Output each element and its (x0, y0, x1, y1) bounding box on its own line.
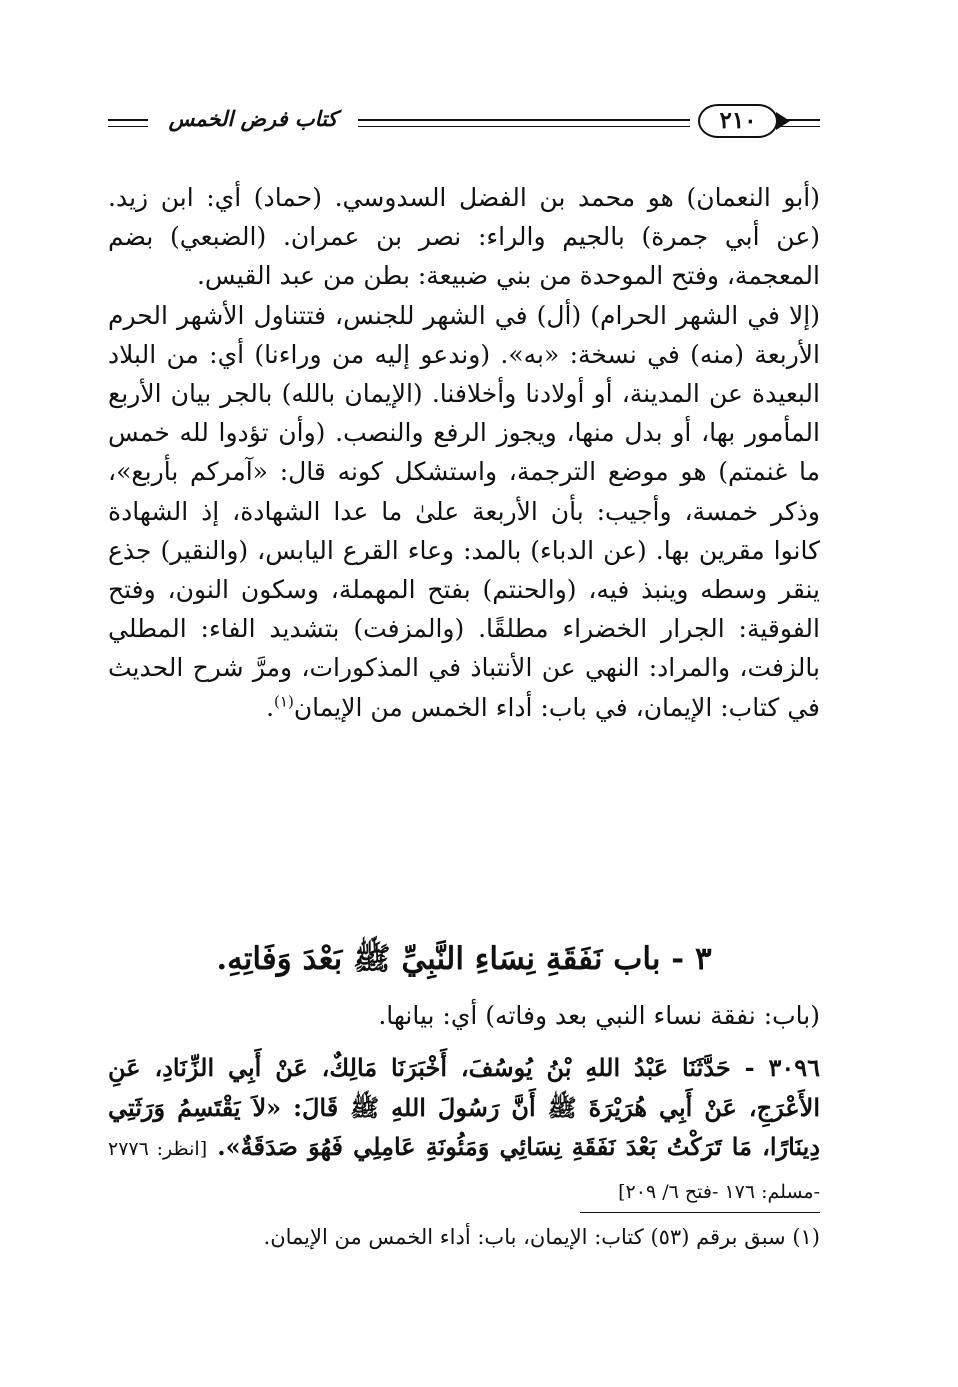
paragraph-2-text: (إلا في الشهر الحرام) (أل) في الشهر للجنس، فتتناول الأشهر الحرم الأربعة (منه) في نسخة: «به». (وندعو إليه من وراءنا) أي: من البلاد البعيدة عن المدينة، أو أولادنا وأخلافنا. (الإيمان بالله) بالجر بيان الأربع المأمور بها، أو بدل منها، ويجوز الرفع والنصب. (وأن تؤدوا لله خمس ما غنمتم) هو موضع الترجمة، واستشكل كونه قال: «آمركم بأربع»، وذكر خمسة، وأجيب: بأن الأربعة علىٰ ما عدا الشهادة، إذ الشهادة كانوا مقرين بها. (عن الدباء) بالمد: وعاء القرع اليابس، (والنقير) جذع ينقر وسطه وينبذ فيه، (والحنتم) بفتح المهملة، وسكون النون، وفتح الفوقية: الجرار الخضراء مطلقًا. (والمزفت) بتشديد الفاء: المطلي بالزفت، والمراد: النهي عن الأنتباذ في المذكورات، ومرَّ شرح الحديث في كتاب: الإيمان، في باب: أداء الخمس من الإيمان (108, 300, 820, 722)
commentary-body (108, 178, 820, 727)
running-title: كتاب فرض الخمس (168, 106, 338, 131)
header-rule-middle (358, 119, 690, 127)
header-rule-left (108, 119, 148, 127)
page-number-badge: ٢١٠ (698, 104, 778, 138)
paragraph-2 (108, 296, 820, 727)
paragraph-1: (أبو النعمان) هو محمد بن الفضل السدوسي. (حماد) أي: ابن زيد. (عن أبي جمرة) بالجيم والراء: نصر بن عمران. (الضبعي) بضم المعجمة، وفتح الموحدة من بني ضبيعة: بطن من عبد القيس. (108, 183, 820, 291)
footnote-reference: (١) (274, 692, 294, 711)
paragraph-2-end: . (266, 692, 275, 722)
footnote: (١) سبق برقم (٥٣) كتاب: الإيمان، باب: أداء الخمس من الإيمان. (263, 1225, 820, 1249)
hadith-body: ٣٠٩٦ - حَدَّثَنَا عَبْدُ اللهِ بْنُ يُوسُفَ، أَخْبَرَنَا مَالِكٌ، عَنْ أَبِي الزِّنَادِ، عَنِ الأَعْرَجِ، عَنْ أَبِي هُرَيْرَةَ ﷺ أَنَّ رَسُولَ اللهِ ﷺ قَالَ: «لاَ يَقْتَسِمُ وَرَثَتِي دِينَارًا، مَا تَرَكْتُ بَعْدَ نَفَقَةِ نِسَائِي وَمَئُونَةِ عَامِلِي فَهُوَ صَدَقَةٌ». (108, 1053, 821, 1161)
hadith-reference: [انظر: ٢٧٧٦ -مسلم: ١٧٦ -فتح ٦/ ٢٠٩] (108, 1138, 820, 1203)
footnote-separator (580, 1212, 820, 1213)
chapter-commentary: (باب: نفقة نساء النبي بعد وفاته) أي: بيانها. (378, 1001, 820, 1030)
chapter-heading: ٣ - باب نَفَقَةِ نِسَاءِ النَّبِيِّ ﷺ بَعْدَ وَفَاتِهِ. (216, 941, 712, 977)
header-rule-right (778, 119, 820, 127)
hadith-text (108, 1048, 820, 1212)
page-header (108, 104, 820, 152)
